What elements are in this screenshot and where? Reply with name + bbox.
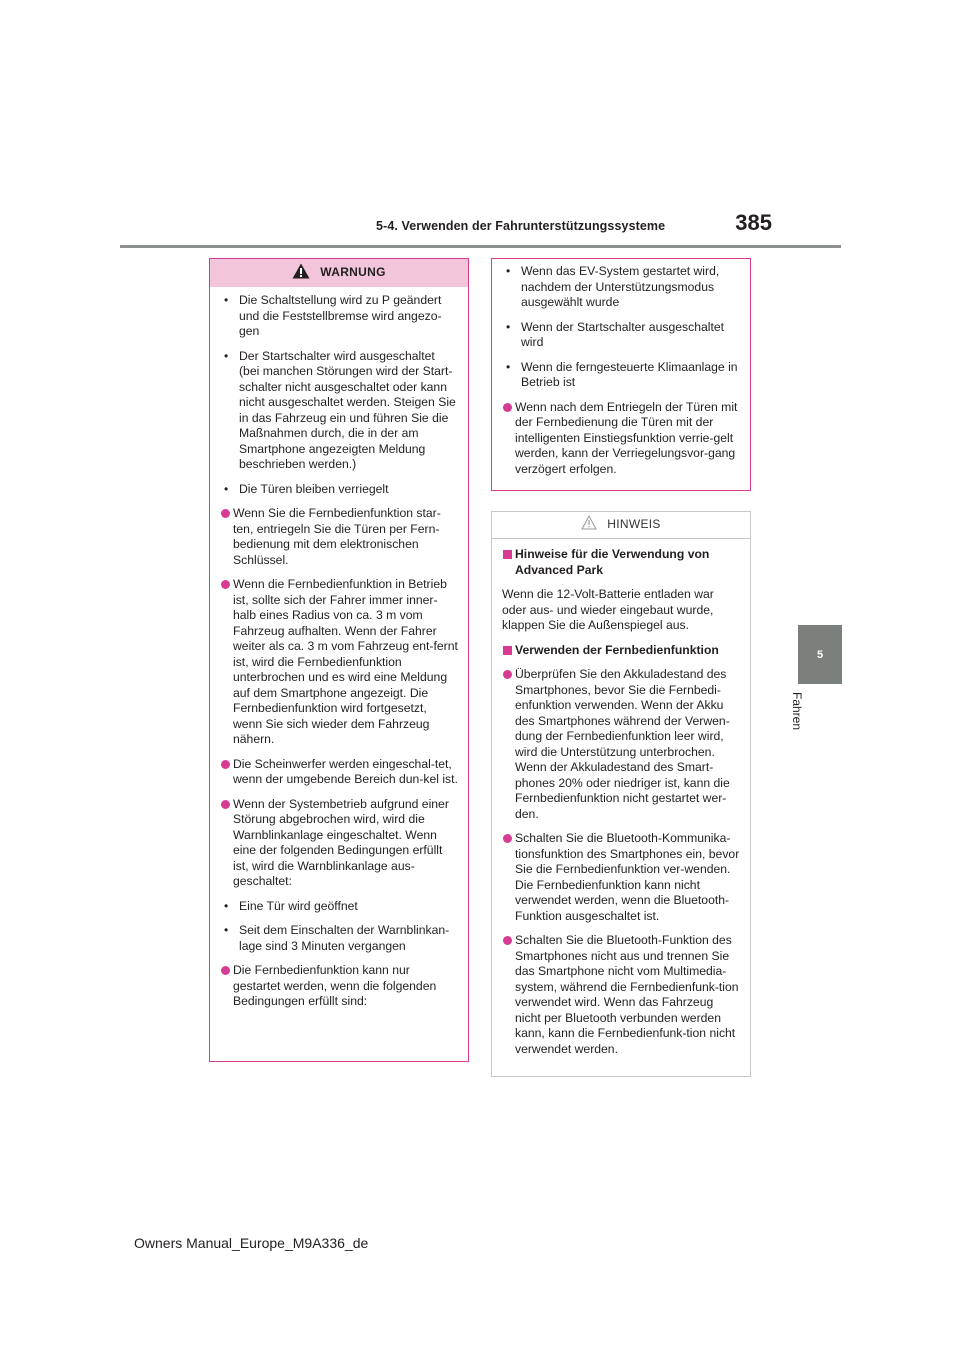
list-item-text: Wenn nach dem Entriegeln der Türen mit der Fernbedienung die Türen mit der intelligenten Einstiegsfunktion verrie-gelt werden, kann der Verriegelungsvor-gang verzögert erfolgen. xyxy=(515,399,738,476)
chapter-label: Fahren xyxy=(790,692,804,731)
list-item xyxy=(220,797,458,890)
list-item xyxy=(502,831,740,924)
bullet-marker: • xyxy=(224,898,229,913)
list-item xyxy=(220,757,458,788)
dot-marker xyxy=(503,936,512,945)
list-item xyxy=(502,320,740,351)
list-item-text: Wenn die Fernbedienfunktion in Betrieb ist, sollte sich der Fahrer immer inner-halb eines Radius von ca. 3 m vom Fahrzeug aufhalten. Wenn der Fahrer weiter als ca. 3 m vom Fahrzeug ent-fernt ist, wird die Fernbedienfunktion unterbrochen und es wird eine Meldung auf dem Smartphone angezeigt. Die Fernbedienfunktion wird fortgesetzt, wenn Sie sich wieder dem Fahrzeug nähern. xyxy=(233,577,458,746)
bullet-marker: • xyxy=(224,923,229,937)
dot-marker xyxy=(503,834,512,843)
dot-marker xyxy=(221,580,230,589)
bullet-marker: • xyxy=(506,264,511,278)
warning-continued-box xyxy=(491,258,751,491)
bullet-marker: • xyxy=(224,348,229,363)
list-item-text: Wenn die ferngesteuerte Klimaanlage in Betrieb ist xyxy=(521,359,738,389)
warning-continued-body xyxy=(492,259,750,477)
page-number: 385 xyxy=(735,210,772,235)
footer-text: Owners Manual_Europe_M9A336_de xyxy=(134,1235,369,1251)
list-item-text: Wenn der Startschalter ausgeschaltet wird xyxy=(521,319,725,349)
dot-marker xyxy=(221,509,230,518)
paragraph: Wenn die 12-Volt-Batterie entladen war oder aus- und wieder eingebaut wurde, klappen Sie die Außenspiegel aus. xyxy=(502,587,714,632)
list-item-text: Wenn Sie die Fernbedienfunktion star-ten, entriegeln Sie die Türen per Fern-bedienung mit dem elektronischen Schlüssel. xyxy=(233,506,441,567)
square-marker xyxy=(503,646,512,655)
list-item-text: Die Fernbedienfunktion kann nur gestartet werden, wenn die folgenden Bedingungen erfüllt sind: xyxy=(233,963,437,1008)
dot-marker xyxy=(503,403,512,412)
dot-marker xyxy=(221,760,230,769)
subheading xyxy=(502,547,740,578)
list-item-text: Die Türen bleiben verriegelt xyxy=(239,481,389,496)
warning-box xyxy=(209,258,469,1062)
list-item-text: Die Schaltstellung wird zu P geändert und die Feststellbremse wird angezo-gen xyxy=(239,293,442,338)
hint-box xyxy=(491,511,751,1077)
list-item xyxy=(502,360,740,391)
subheading-text: Verwenden der Fernbedienfunktion xyxy=(515,642,719,657)
subheading-text: Hinweise für die Verwendung von Advanced Park xyxy=(515,547,710,577)
list-item-text: Überprüfen Sie den Akkuladestand des Smartphones, bevor Sie die Fernbedi-enfunktion verwenden. Wenn der Akku des Smartphones während der Verwen-dung der Fernbedienfunktion leer wird, wird die Unterstützung unterbrochen. Wenn der Akkuladestand des Smart-phones 20% oder niedriger ist, kann die Fernbedienfunktion nicht gestartet wer-den. xyxy=(515,667,730,821)
warning-triangle-icon xyxy=(292,263,310,284)
list-item-text: Wenn das EV-System gestartet wird, nachdem der Unterstützungsmodus ausgewählt wurde xyxy=(521,264,720,309)
header-divider xyxy=(120,245,841,248)
square-marker xyxy=(503,550,512,559)
list-item xyxy=(220,923,458,954)
list-item xyxy=(220,577,458,748)
warning-title: WARNUNG xyxy=(320,265,386,280)
list-item xyxy=(220,963,458,1010)
subheading xyxy=(502,643,740,659)
list-item-text: Schalten Sie die Bluetooth-Funktion des Smartphones nicht aus und trennen Sie das Smartphone nicht vom Multimedia-system, während die Fernbedienfunk-tion verwendet wird. Wenn das Fahrzeug nicht per Bluetooth verbunden werden kann, kann die Fernbedienfunk-tion nicht verwendet werden. xyxy=(515,933,739,1056)
list-item xyxy=(220,899,458,915)
chapter-number: 5 xyxy=(816,648,824,661)
bullet-marker: • xyxy=(506,359,511,374)
section-title: 5-4. Verwenden der Fahrunterstützungssysteme xyxy=(376,219,666,233)
warning-header xyxy=(210,259,468,287)
list-item-text: Wenn der Systembetrieb aufgrund einer Störung abgebrochen wird, wird die Warnblinkanlage eingeschaltet. Wenn eine der folgenden Bedingungen erfüllt ist, wird die Warnblinkanlage aus-geschaltet: xyxy=(233,796,449,888)
list-item-text: Eine Tür wird geöffnet xyxy=(239,898,358,913)
chapter-tab[interactable] xyxy=(798,625,842,684)
hint-body xyxy=(492,539,750,1057)
bullet-marker: • xyxy=(224,293,229,307)
list-item xyxy=(220,349,458,473)
list-item-text: Der Startschalter wird ausgeschaltet (bei manchen Störungen wird der Start-schalter nicht ausgeschaltet oder kann nicht ausgeschaltet werden. Steigen Sie in das Fahrzeug ein und führen Sie die Maßnahmen durch, die in der am Smartphone angezeigten Meldung beschrieben werden.) xyxy=(239,348,456,471)
dot-marker xyxy=(221,966,230,975)
list-item xyxy=(220,506,458,568)
bullet-marker: • xyxy=(506,319,511,334)
list-item xyxy=(220,293,458,340)
list-item xyxy=(502,667,740,822)
bullet-marker: • xyxy=(224,481,229,496)
hint-title: HINWEIS xyxy=(607,517,661,532)
warning-body xyxy=(210,287,468,1010)
list-item xyxy=(502,933,740,1057)
dot-marker xyxy=(221,800,230,809)
list-item-text: Seit dem Einschalten der Warnblinkan-lage sind 3 Minuten vergangen xyxy=(239,923,450,953)
list-item-text: Die Scheinwerfer werden eingeschal-tet, wenn der umgebende Bereich dun-kel ist. xyxy=(233,756,458,786)
list-item-text: Schalten Sie die Bluetooth-Kommunika-tionsfunktion des Smartphones ein, bevor Sie die Fernbedienfunktion ver-wenden. Die Fernbedienfunktion kann nicht verwendet werden, wenn die Bluetooth-Funktion ausgeschaltet ist. xyxy=(515,831,740,923)
list-item xyxy=(502,400,740,478)
caution-outline-triangle-icon xyxy=(581,515,597,535)
hint-header xyxy=(492,512,750,539)
list-item xyxy=(502,264,740,311)
list-item xyxy=(220,482,458,498)
dot-marker xyxy=(503,670,512,679)
